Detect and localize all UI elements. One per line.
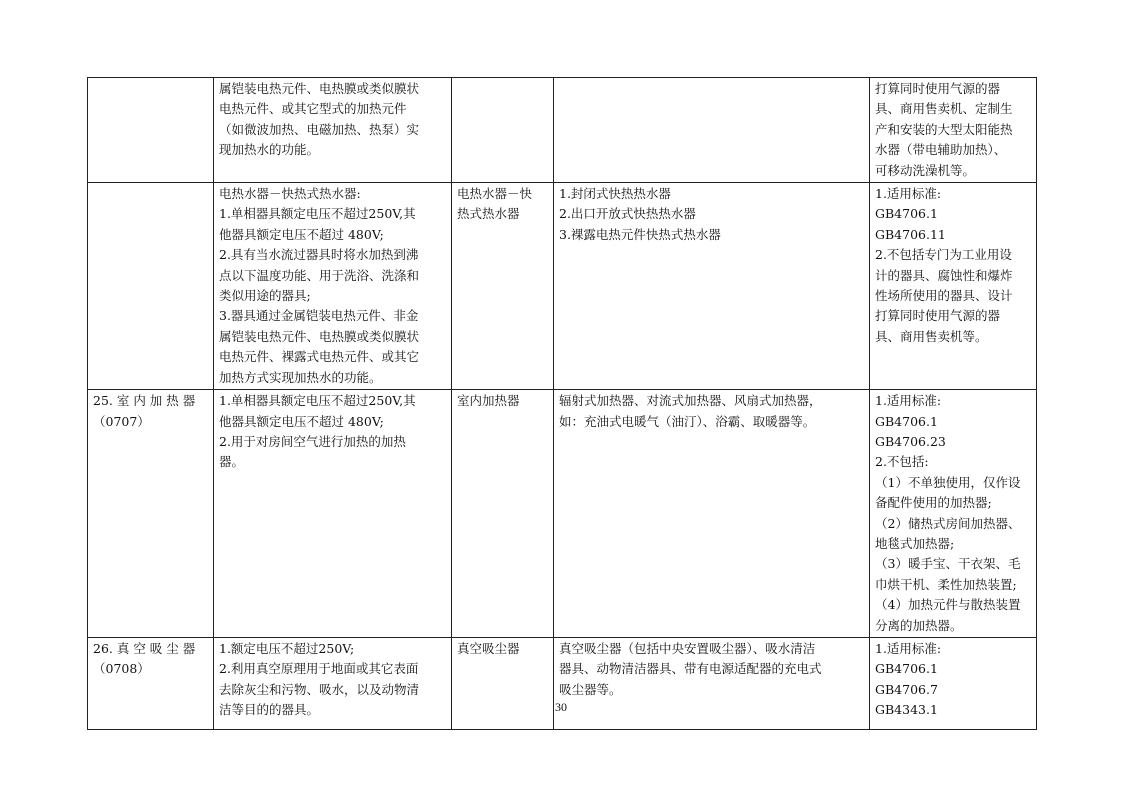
cell-line: 如：充油式电暖气（油汀）、浴霸、取暖器等。 xyxy=(559,413,816,429)
cell-line: 他器具额定电压不超过 480V; xyxy=(219,413,384,429)
cell-line: 具、商用售卖机、定制生 xyxy=(875,101,1013,117)
cell-line: （0708） xyxy=(93,661,150,677)
cell-line: 可移动洗澡机等。 xyxy=(875,162,976,178)
cell-line: 1.单相器具额定电压不超过250V,其 xyxy=(219,206,416,222)
cell-line: 2.出口开放式快热热水器 xyxy=(559,206,696,222)
cell-line: （3）暖手宝、干衣架、毛 xyxy=(875,556,1021,572)
cell-line: 1.额定电压不超过250V; xyxy=(219,640,355,656)
category-cell xyxy=(88,390,214,638)
cell-line: 室内加热器 xyxy=(457,393,520,409)
page-number: 30 xyxy=(555,700,567,714)
cell-line: 辐射式加热器、对流式加热器、风扇式加热器， xyxy=(559,393,822,409)
cell-line: 类似用途的器具; xyxy=(219,288,311,304)
cell-line: 2.利用真空原理用于地面或其它表面 xyxy=(219,661,419,677)
cell-line: 3.器具通过金属铠装电热元件、非金 xyxy=(219,308,419,324)
cell-line: GB4706.23 xyxy=(875,433,946,449)
cell-line: 2.用于对房间空气进行加热的加热 xyxy=(219,433,406,449)
cell-line: 备配件使用的加热器; xyxy=(875,495,992,511)
cell-line: 真空吸尘器（包括中央安置吸尘器）、吸水清洁 xyxy=(559,640,816,656)
cell-line: 2.不包括专门为工业用设 xyxy=(875,247,1012,263)
cell-line: 电热水器－快 xyxy=(457,186,533,202)
cell-line: （0707） xyxy=(93,413,150,429)
cell-line: 1.适用标准: xyxy=(875,640,942,656)
category-cell xyxy=(88,183,214,390)
cell-line: 打算同时使用气源的器 xyxy=(875,308,1001,324)
cell-line: 1.适用标准: xyxy=(875,393,942,409)
cell-line: 1.适用标准: xyxy=(875,186,942,202)
cell-line: 产和安装的大型太阳能热 xyxy=(875,121,1013,137)
cell-line: 去除灰尘和污物、吸水，以及动物清 xyxy=(219,681,420,697)
notes-cell xyxy=(870,390,1037,638)
product-cell xyxy=(452,78,554,183)
cell-line: 他器具额定电压不超过 480V; xyxy=(219,226,384,242)
examples-cell xyxy=(554,183,870,390)
table-row xyxy=(88,183,1037,390)
cell-line: 1.单相器具额定电压不超过250V,其 xyxy=(219,393,416,409)
cell-line: GB4706.11 xyxy=(875,226,946,242)
condition-cell xyxy=(214,183,452,390)
cell-line: 器。 xyxy=(219,454,245,470)
condition-cell xyxy=(214,78,452,183)
notes-cell xyxy=(870,183,1037,390)
table-row xyxy=(88,637,1037,729)
cell-line: 电热水器－快热式热水器: xyxy=(219,186,361,202)
cell-line: （4）加热元件与散热装置 xyxy=(875,597,1021,613)
cell-line: 2.不包括: xyxy=(875,454,929,470)
standards-table xyxy=(87,77,1037,730)
cell-line: 水器（带电辅助加热）、 xyxy=(875,142,1007,158)
cell-line: （1）不单独使用，仅作设 xyxy=(875,474,1021,490)
examples-cell xyxy=(554,637,870,729)
cell-line: GB4706.1 xyxy=(875,661,938,677)
cell-line: 属铠装电热元件、电热膜或类似膜状 xyxy=(219,328,420,344)
cell-line: 电热元件、或其它型式的加热元件 xyxy=(219,101,407,117)
cell-line: 加热方式实现加热水的功能。 xyxy=(219,369,382,385)
cell-line: 吸尘器等。 xyxy=(559,681,622,697)
cell-line: 25. 室 内 加 热 器 xyxy=(93,393,196,409)
cell-line: GB4706.1 xyxy=(875,413,938,429)
cell-line: 洁等目的的器具。 xyxy=(219,702,320,718)
category-cell xyxy=(88,78,214,183)
cell-line: 点以下温度功能、用于洗浴、洗涤和 xyxy=(219,267,420,283)
examples-cell xyxy=(554,78,870,183)
cell-line: 计的器具、腐蚀性和爆炸 xyxy=(875,267,1013,283)
cell-line: 属铠装电热元件、电热膜或类似膜状 xyxy=(219,81,420,96)
table-row xyxy=(88,390,1037,638)
table-row xyxy=(88,78,1037,183)
category-cell xyxy=(88,637,214,729)
cell-line: GB4706.7 xyxy=(875,681,938,697)
cell-line: 2.具有当水流过器具时将水加热到沸 xyxy=(219,247,419,263)
condition-cell xyxy=(214,637,452,729)
cell-line: 具、商用售卖机等。 xyxy=(875,328,988,344)
product-cell xyxy=(452,183,554,390)
cell-line: 真空吸尘器 xyxy=(457,640,520,656)
cell-line: 打算同时使用气源的器 xyxy=(875,81,1001,96)
cell-line: 器具、动物清洁器具、带有电源适配器的充电式 xyxy=(559,661,822,677)
cell-line: 电热元件、裸露式电热元件、或其它 xyxy=(219,349,420,365)
cell-line: 分离的加热器。 xyxy=(875,617,963,633)
product-cell xyxy=(452,637,554,729)
cell-line: 地毯式加热器; xyxy=(875,535,955,551)
cell-line: GB4343.1 xyxy=(875,702,938,718)
cell-line: 26. 真 空 吸 尘 器 xyxy=(93,640,196,656)
cell-line: 巾烘干机、柔性加热装置; xyxy=(875,576,1017,592)
product-cell xyxy=(452,390,554,638)
cell-line: GB4706.1 xyxy=(875,206,938,222)
cell-line: 1.封闭式快热热水器 xyxy=(559,186,671,202)
cell-line: （如微波加热、电磁加热、热泵）实 xyxy=(219,121,420,137)
examples-cell xyxy=(554,390,870,638)
cell-line: 现加热水的功能。 xyxy=(219,142,320,158)
cell-line: 热式热水器 xyxy=(457,206,520,222)
notes-cell xyxy=(870,78,1037,183)
notes-cell xyxy=(870,637,1037,729)
cell-line: （2）储热式房间加热器、 xyxy=(875,515,1021,531)
cell-line: 性场所使用的器具、设计 xyxy=(875,288,1013,304)
condition-cell xyxy=(214,390,452,638)
cell-line: 3.裸露电热元件快热式热水器 xyxy=(559,226,721,242)
